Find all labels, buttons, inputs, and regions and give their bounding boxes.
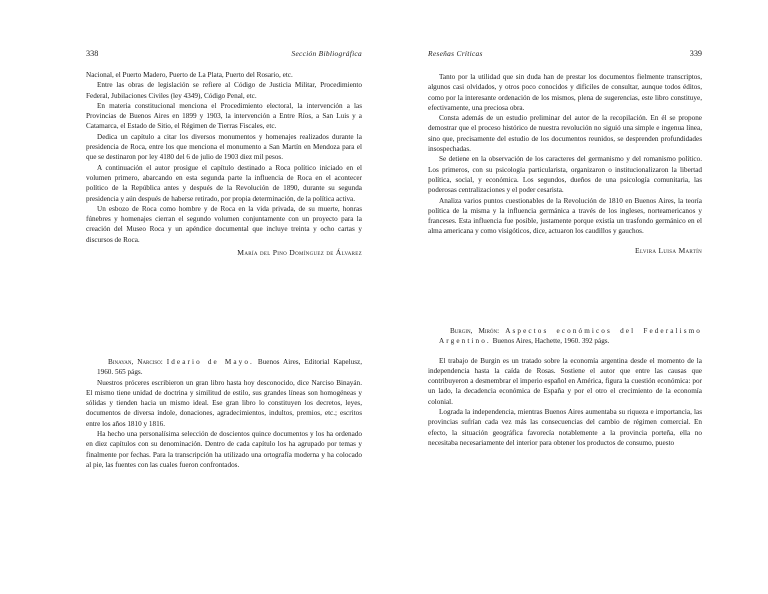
- left-page: [86, 0, 362, 594]
- review-entry: [86, 357, 362, 470]
- review-publication: Buenos Aires, Editorial Kapelusz, 1960. 565 págs.: [97, 358, 362, 377]
- paragraph: Dedica un capítulo a citar los diversos monumentos y homenajes realizados durante la presidencia de Roca, entre los que menciona el monumento a San Martín en Mendoza para el que se destinaron por ley 4180 del 6 de julio de 1903 diez mil pesos.: [86, 132, 362, 162]
- paragraph: Lograda la independencia, mientras Buenos Aires aumentaba su riqueza e importancia, las provincias sufrían cada vez más las consecuencias del cambio de régimen comercial. En efecto, la situación geográfica favorecía notablemente a la provincia porteña, ella no necesitaba necesariamente del interior para obtener los productos de consumo, puesto: [428, 408, 702, 447]
- left-page-body: [86, 70, 362, 258]
- reviewer-signature: Elvira Luisa Martín: [635, 245, 702, 255]
- running-head-left: Sección Bibliográfica: [291, 49, 362, 58]
- review-publication: Buenos Aires, Hachette, 1960. 392 págs.: [492, 337, 610, 346]
- review-title: Ideario de Mayo.: [166, 358, 254, 366]
- paragraph: Consta además de un estudio preliminar del autor de la recopilación. En él se propone demostrar que el proceso histórico de nuestra revolución no siguió una simple e ingenua línea, sino que, precisamente del estudio de los documentos reunidos, se desprenden profundidades insospechadas.: [428, 114, 702, 154]
- right-page-body: [428, 72, 702, 256]
- paragraph: Analiza varios puntos cuestionables de la Revolución de 1810 en Buenos Aires, la teoría política de la misma y la influencia germánica a través de los ingleses, norteamericanos y franceses. Esta influencia fue posible, justamente porque existía un trasfondo germánico en el alma americana y como visigóticos, dice, actuaron los caudillos y gauchos.: [428, 196, 702, 236]
- reviewer-signature: María del Pino Domínguez de Álvarez: [237, 248, 362, 258]
- paragraph: Ha hecho una personalísima selección de doscientos quince documentos y los ha ordenado en diez capítulos con su denominación. Dentro de cada capítulo los ha agrupado por temas y finalmente por fechas. Para la transcripción ha utilizado una ortografía moderna y ha colocado al pie, las fuentes con las cuales fueron confrontados.: [86, 430, 362, 469]
- review-citation: [428, 326, 702, 347]
- paragraph: En materia constitucional menciona el Procedimiento electoral, la intervención a las Provincias de Buenos Aires en 1899 y 1903, la intervención a Entre Ríos, a San Luis y a Catamarca, el Estado de Sitio, el Régimen de Tierras Fiscales, etc.: [86, 101, 362, 131]
- paragraph: Tanto por la utilidad que sin duda han de prestar los documentos fielmente transcriptos, algunos casi olvidados, y otros poco conocidos y difíciles de consultar, aunque todos éditos, como por la interesante ordenación de los mismos, plena de sugerencias, este libro constituye, efectivamente, una preciosa obra.: [428, 73, 702, 112]
- paragraph: Un esbozo de Roca como hombre y de Roca en la vida privada, de su muerte, honras fúnebres y homenajes cierran el segundo volumen conjuntamente con un proyecto para la creación del Museo Roca y un apéndice documental que incluye treinta y ocho cartas y discursos de Roca.: [86, 204, 362, 244]
- page-number-right: 339: [689, 49, 702, 58]
- paragraph: Se detiene en la observación de los caracteres del germanismo y del romanismo político. Los primeros, con su psicología particularista, organizaron o institucionalizaron la libertad política, social, y económica. Los segundos, dueños de una psicología comunitaria, las poderosas centralizaciones y el poder cesarista.: [428, 155, 702, 195]
- right-page-header: [428, 49, 702, 63]
- running-head-right: Reseñas Críticas: [428, 49, 483, 58]
- left-page-header: [86, 49, 362, 63]
- paragraph: Nuestros próceres escribieron un gran libro hasta hoy desconocido, dice Narciso Binayán. El mismo tiene unidad de doctrina y similitud de estilo, sus grandes líneas son homogéneas y sólidas y tienden hacia un mismo ideal. Ese gran libro lo constituyen los decretos, leyes, documentos de diversa índole, donaciones, agradecimientos, indultos, premios, etc.; escritos entre los años 1810 y 1816.: [86, 378, 362, 428]
- paragraph: Nacional, el Puerto Madero, Puerto de La Plata, Puerto del Rosario, etc.: [86, 71, 293, 79]
- review-author: Binayan, Narciso:: [108, 358, 163, 366]
- spacer: [428, 347, 702, 356]
- review-title: Aspectos económicos del Federalismo Argentino.: [439, 327, 702, 346]
- review-entry: [428, 326, 702, 448]
- right-page: [428, 0, 702, 594]
- paragraph: A continuación el autor prosigue el capítulo destinado a Roca político iniciado en el volumen primero, abarcando en esta segunda parte la influencia de Roca en el acontecer político de la República antes y después de la Revolución de 1890, durante su segunda presidencia y aún después de haberse retirado, por propia determinación, de la política activa.: [86, 163, 362, 203]
- review-citation: [86, 357, 362, 378]
- page-number-left: 338: [86, 49, 99, 58]
- paragraph: El trabajo de Burgin es un tratado sobre la economía argentina desde el momento de la independencia hasta la caída de Rosas. Sostiene el autor que entre las causas que contribuyeron a desmembrar el imperio español en América, figura la cuestión económica: por un lado, la decadencia económica de España y por el otro el crecimiento de la economía colonial.: [428, 356, 702, 406]
- review-author: Burgin, Mirón:: [450, 327, 500, 335]
- paragraph: Entre las obras de legislación se refiere al Código de Justicia Militar, Procedimiento Federal, Jubilaciones Civiles (ley 4349), Código Penal, etc.: [86, 81, 362, 100]
